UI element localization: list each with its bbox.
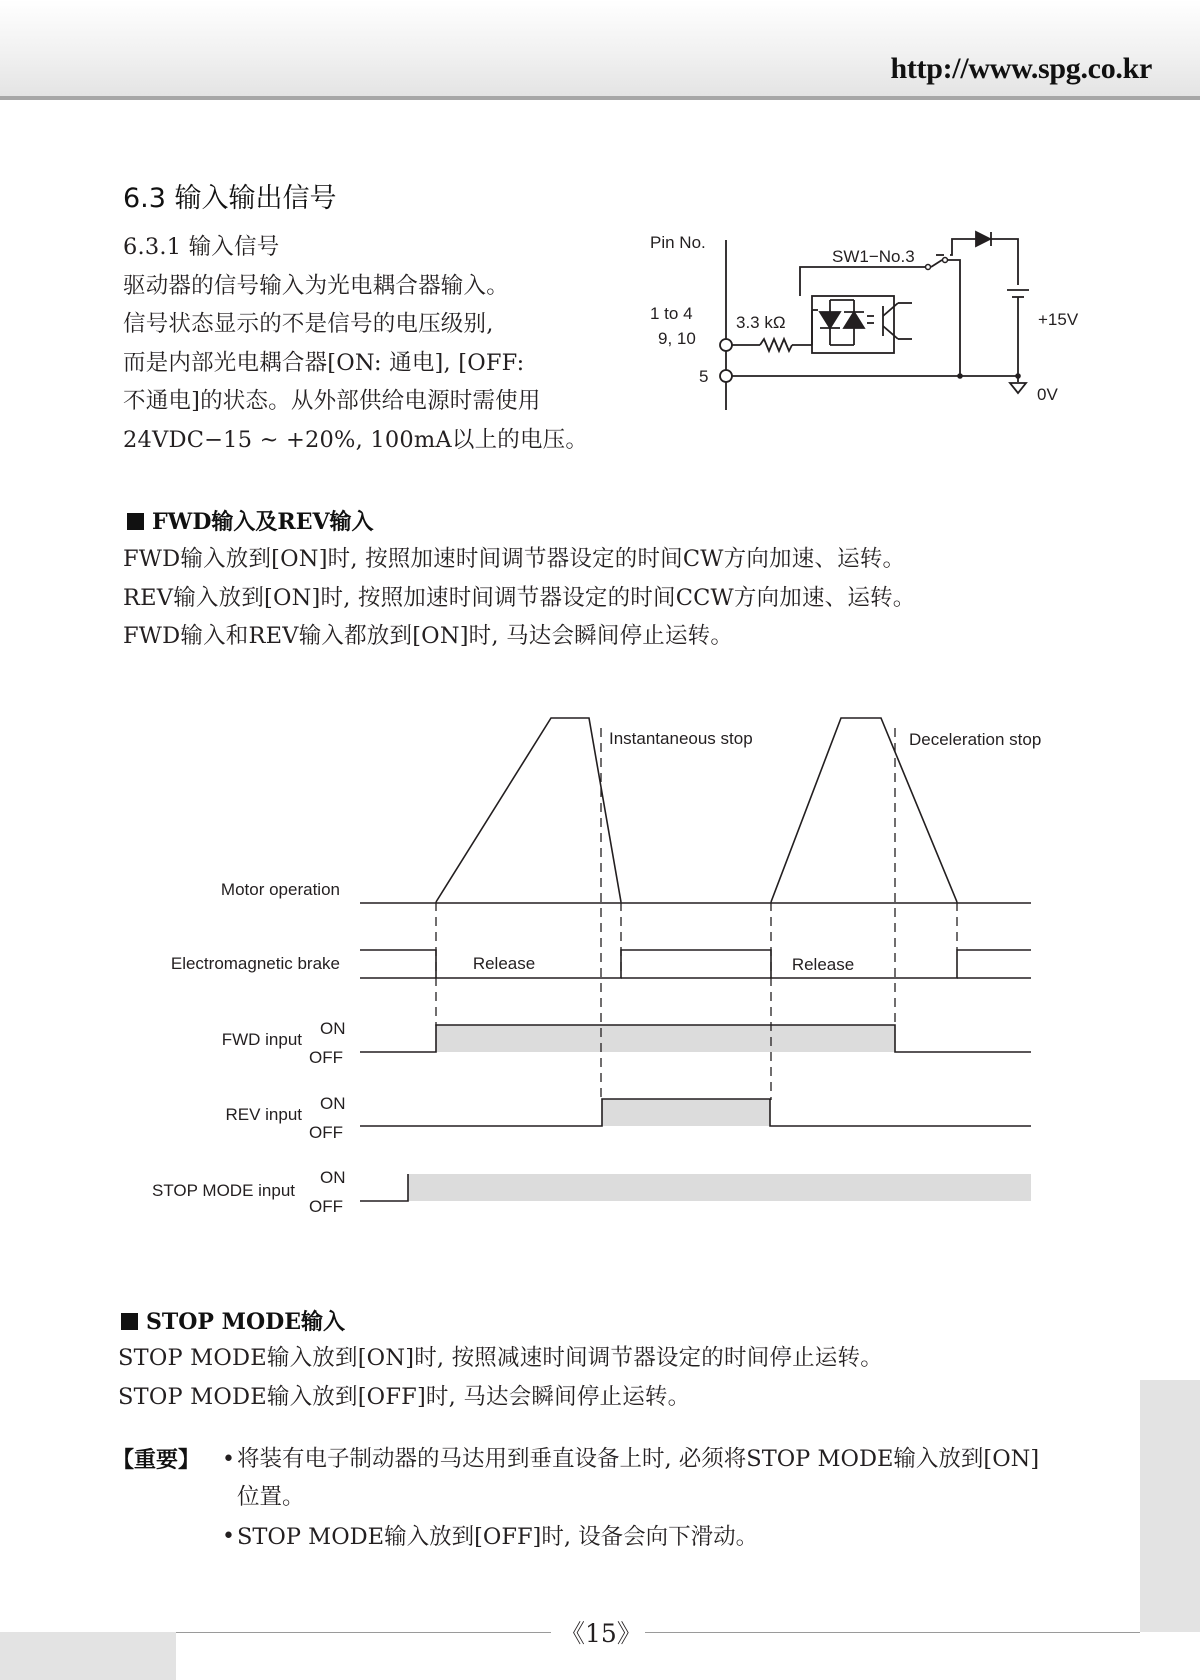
page-number: 《15》: [560, 1619, 642, 1648]
intro-line: 驱动器的信号输入为光电耦合器输入。: [123, 272, 509, 299]
timing-chart: [0, 700, 1200, 1220]
pins-1-to-4-label: 1 to 4: [650, 304, 693, 323]
website-url[interactable]: http://www.spg.co.kr: [890, 52, 1152, 85]
intro-paragraph: [123, 228, 588, 459]
off-label: OFF: [309, 1197, 343, 1216]
motor-operation-label: Motor operation: [220, 880, 340, 899]
intro-line: 不通电]的状态。从外部供给电源时需使用: [123, 388, 541, 414]
intro-line: 24VDC−15 ~ +20%, 100mA以上的电压。: [123, 426, 589, 453]
off-label: OFF: [309, 1048, 343, 1067]
square-bullet-icon: [121, 1313, 138, 1330]
section-title: 6.3 输入输出信号: [123, 183, 337, 214]
stop-mode-input-label: STOP MODE input: [152, 1181, 295, 1200]
pin-no-label: Pin No.: [650, 233, 706, 252]
electromagnetic-brake-label: Electromagnetic brake: [170, 954, 340, 973]
footer-grey-block: [0, 1632, 176, 1680]
intro-line: 6.3.1 输入信号: [123, 234, 280, 260]
side-tab: [1140, 1380, 1200, 1632]
footer-rule-left: [176, 1632, 551, 1633]
footer-rule-right: [645, 1632, 1140, 1633]
important-bullet-2: STOP MODE输入放到[OFF]时, 设备会向下滑动。: [237, 1524, 759, 1550]
stop-mode-line: STOP MODE输入放到[OFF]时, 马达会瞬间停止运转。: [118, 1383, 691, 1410]
fwd-rev-heading: [127, 505, 374, 536]
on-label: ON: [320, 1168, 346, 1187]
fwd-rev-line: FWD输入放到[ON]时, 按照加速时间调节器设定的时间CW方向加速、运转。: [123, 546, 906, 572]
input-circuit-diagram: [640, 230, 1080, 420]
fwd-rev-heading-text: FWD输入及REV输入: [152, 509, 374, 535]
important-bullet-1-line-2: 位置。: [237, 1484, 305, 1510]
important-bullet-1-line-1: 将装有电子制动器的马达用到垂直设备上时, 必须将STOP MODE输入放到[ON]: [237, 1446, 1040, 1472]
zero-v-label: 0V: [1037, 385, 1058, 404]
square-bullet-icon: [127, 513, 144, 530]
off-label: OFF: [309, 1123, 343, 1142]
rev-input-label: REV input: [225, 1105, 302, 1124]
fwd-rev-paragraph: [123, 540, 915, 656]
on-label: ON: [320, 1094, 346, 1113]
stop-mode-heading-text: STOP MODE输入: [146, 1309, 345, 1335]
release-label: Release: [791, 955, 855, 974]
stop-mode-line: STOP MODE输入放到[ON]时, 按照减速时间调节器设定的时间停止运转。: [118, 1345, 883, 1371]
switch-label: SW1−No.3: [832, 247, 915, 266]
intro-line: 而是内部光电耦合器[ON: 通电], [OFF:: [123, 349, 525, 376]
instantaneous-stop-label: Instantaneous stop: [609, 729, 753, 748]
stop-mode-heading: [121, 1305, 345, 1336]
fwd-input-label: FWD input: [221, 1030, 302, 1049]
pin-5-label: 5: [699, 367, 709, 386]
release-label: Release: [472, 954, 536, 973]
bullet-dot-icon: •: [222, 1524, 235, 1549]
header-rule: [0, 96, 1200, 100]
bullet-dot-icon: •: [222, 1447, 235, 1472]
plus-15v-label: +15V: [1038, 310, 1079, 329]
fwd-rev-line: FWD输入和REV输入都放到[ON]时, 马达会瞬间停止运转。: [123, 623, 734, 649]
fwd-rev-line: REV输入放到[ON]时, 按照加速时间调节器设定的时间CCW方向加速、运转。: [123, 584, 916, 611]
important-label: 【重要】: [112, 1447, 201, 1473]
resistor-label: 3.3 kΩ: [736, 313, 786, 332]
intro-line: 信号状态显示的不是信号的电压级别,: [123, 311, 494, 337]
deceleration-stop-label: Deceleration stop: [909, 730, 1042, 749]
on-label: ON: [320, 1019, 346, 1038]
pins-9-10-label: 9, 10: [658, 329, 696, 348]
stop-mode-paragraph: [118, 1339, 883, 1416]
